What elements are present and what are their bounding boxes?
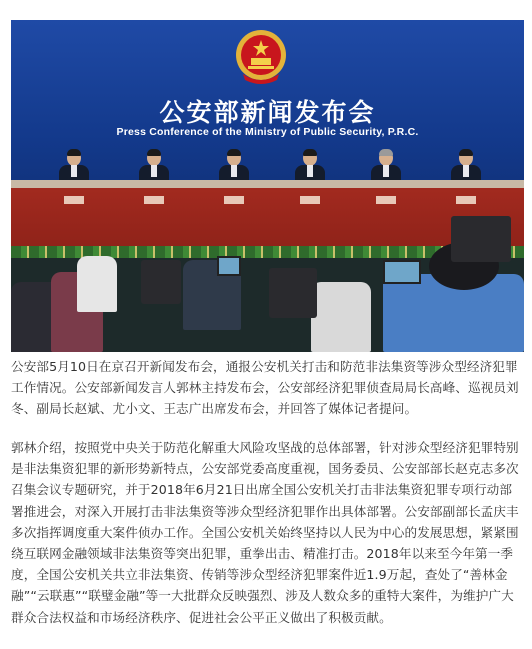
photo-title-cn: 公安部新闻发布会 [159,98,376,127]
photo-title-en: Press Conference of the Ministry of Public Security, P.R.C. [116,126,419,138]
photo-caption: 公安部5月10日在京召开新闻发布会，通报公安机关打击和防范非法集资等涉众型经济犯罪工作情况。公安部新闻发言人郭林主持发布会，公安部经济犯罪侦查局局长高峰、巡视员刘冬、副局长赵斌、尤小文、王志广出席发布会，并回答了媒体记者提问。 [11,359,519,417]
reporter-figure [311,282,371,352]
name-plate [224,196,244,204]
name-plate [456,196,476,204]
camera-icon [451,216,511,262]
name-plate [300,196,320,204]
name-plate [376,196,396,204]
reporter-figure [77,256,117,312]
national-emblem-icon [233,28,289,86]
camera-icon [141,260,181,304]
laptop-screen [383,260,421,284]
article-body: 郭林介绍，按照党中央关于防范化解重大风险攻坚战的总体部署，针对涉众型经济犯罪特别是非法集资犯罪的新形势新特点，公安部党委高度重视，国务委员、公安部部长赵克志多次召集会议专题研究，并于2018年6月21日出席全国公安机关打击非法集资犯罪专项行动部署推进会，对深入开展打击非法集资等涉众型经济犯罪作出具体部署。公安部副部长孟庆丰多次指挥调度重大案件侦办工作。全国公安机关始终坚持以人民为中心的发展思想，紧紧围绕互联网金融领域非法集资等突出犯罪，重拳出击、精准打击。2018年以来至今年第一季度，全国公安机关共立非法集资、传销等涉众型经济犯罪案件近1.9万起，查处了“善林金融”“云联惠”“联璧金融”等一大批群众反映强烈、涉及人数众多的重特大案件，为维护广大群众合法权益和市场经济秩序、促进社会公平正义做出了积极贡献。 [11,440,519,625]
camera-screen [217,256,241,276]
press-conference-photo [11,20,524,352]
name-plate [144,196,164,204]
name-plate [64,196,84,204]
camera-icon [269,268,317,318]
